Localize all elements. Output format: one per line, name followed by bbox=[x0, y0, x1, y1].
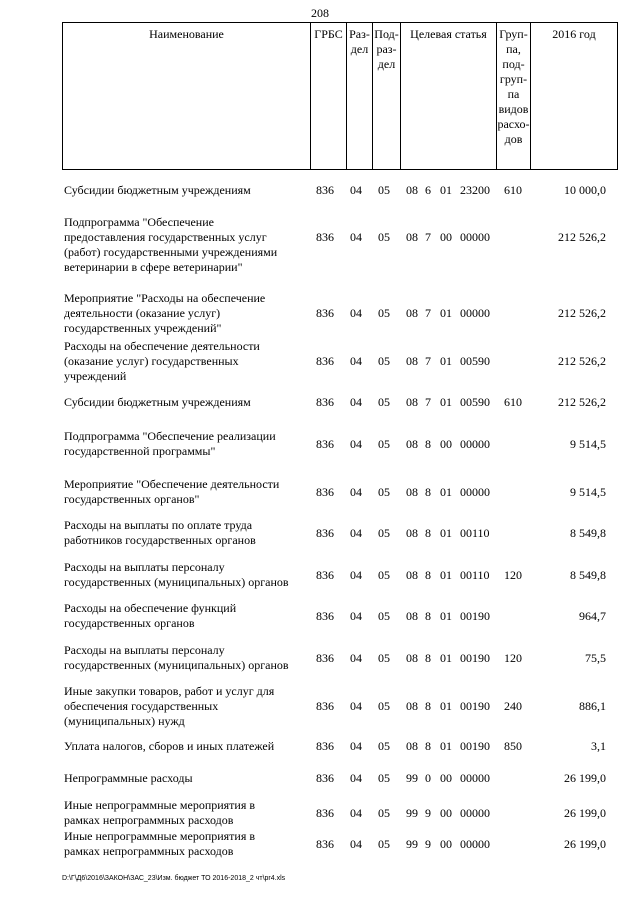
target-event-cell: 00 bbox=[440, 837, 452, 851]
grbs-cell: 836 bbox=[316, 526, 334, 540]
target-subprogram-cell: 8 bbox=[425, 739, 431, 753]
target-program-cell: 08 bbox=[406, 395, 418, 409]
target-subprogram-cell: 8 bbox=[425, 699, 431, 713]
row-name: Подпрограмма "Обеспечение предоставления государственных услуг (работ) государственными учреждениями ветеринарии в сфере ветеринарии" bbox=[64, 215, 278, 274]
row-name: Мероприятие "Расходы на обеспечение деятельности (оказание услуг) государственных учреждений" bbox=[64, 291, 266, 335]
target-program-cell: 08 bbox=[406, 230, 418, 244]
razdel-cell: 04 bbox=[350, 395, 362, 409]
row-name: Расходы на обеспечение деятельности (оказание услуг) государственных учреждений bbox=[64, 339, 260, 383]
target-program-cell: 99 bbox=[406, 806, 418, 820]
podrazdel-cell: 05 bbox=[378, 837, 390, 851]
grbs-cell: 836 bbox=[316, 437, 334, 451]
target-event-cell: 00 bbox=[440, 437, 452, 451]
target-direction-cell: 00190 bbox=[460, 609, 490, 623]
target-subprogram-cell: 7 bbox=[425, 395, 431, 409]
row-name: Расходы на выплаты персоналу государственных (муниципальных) органов bbox=[64, 643, 289, 672]
amount-2016-cell: 964,7 bbox=[579, 609, 606, 623]
target-program-cell: 99 bbox=[406, 771, 418, 785]
podrazdel-cell: 05 bbox=[378, 183, 390, 197]
razdel-cell: 04 bbox=[350, 526, 362, 540]
target-subprogram-cell: 7 bbox=[425, 354, 431, 368]
target-direction-cell: 00000 bbox=[460, 771, 490, 785]
target-direction-cell: 00110 bbox=[460, 568, 490, 582]
target-subprogram-cell: 7 bbox=[425, 230, 431, 244]
target-event-cell: 01 bbox=[440, 609, 452, 623]
target-program-cell: 08 bbox=[406, 739, 418, 753]
podrazdel-cell: 05 bbox=[378, 609, 390, 623]
target-direction-cell: 00000 bbox=[460, 837, 490, 851]
row-name: Субсидии бюджетным учреждениям bbox=[64, 183, 251, 197]
expense-group-cell: 610 bbox=[504, 395, 522, 409]
target-program-cell: 08 bbox=[406, 183, 418, 197]
grbs-cell: 836 bbox=[316, 230, 334, 244]
row-name: Расходы на обеспечение функций государственных органов bbox=[64, 601, 237, 630]
grbs-cell: 836 bbox=[316, 651, 334, 665]
amount-2016-cell: 9 514,5 bbox=[570, 437, 606, 451]
razdel-cell: 04 bbox=[350, 568, 362, 582]
target-program-cell: 08 bbox=[406, 699, 418, 713]
target-direction-cell: 00190 bbox=[460, 651, 490, 665]
podrazdel-cell: 05 bbox=[378, 568, 390, 582]
target-event-cell: 00 bbox=[440, 806, 452, 820]
expense-group-cell: 850 bbox=[504, 739, 522, 753]
podrazdel-cell: 05 bbox=[378, 699, 390, 713]
target-event-cell: 01 bbox=[440, 354, 452, 368]
target-subprogram-cell: 9 bbox=[425, 806, 431, 820]
grbs-cell: 836 bbox=[316, 771, 334, 785]
podrazdel-cell: 05 bbox=[378, 771, 390, 785]
file-path-footer: D:\Г\Д6\2016\ЗАКОН\ЗАС_23\Изм. бюджет ТО 2016-2018_2 чт\pr4.xls bbox=[62, 875, 286, 882]
amount-2016-cell: 8 549,8 bbox=[570, 568, 606, 582]
razdel-cell: 04 bbox=[350, 183, 362, 197]
target-subprogram-cell: 7 bbox=[425, 306, 431, 320]
grbs-cell: 836 bbox=[316, 699, 334, 713]
podrazdel-cell: 05 bbox=[378, 526, 390, 540]
target-program-cell: 08 bbox=[406, 437, 418, 451]
amount-2016-cell: 212 526,2 bbox=[558, 354, 606, 368]
target-program-cell: 08 bbox=[406, 609, 418, 623]
podrazdel-cell: 05 bbox=[378, 437, 390, 451]
razdel-cell: 04 bbox=[350, 485, 362, 499]
target-event-cell: 01 bbox=[440, 739, 452, 753]
podrazdel-cell: 05 bbox=[378, 739, 390, 753]
page-number: 208 bbox=[311, 6, 329, 20]
grbs-cell: 836 bbox=[316, 485, 334, 499]
target-event-cell: 01 bbox=[440, 485, 452, 499]
amount-2016-cell: 26 199,0 bbox=[564, 771, 606, 785]
razdel-cell: 04 bbox=[350, 651, 362, 665]
header-group: Груп- па, под- груп- па видов расхо- дов bbox=[497, 23, 531, 169]
target-direction-cell: 00000 bbox=[460, 437, 490, 451]
header-grbs: ГРБС bbox=[311, 23, 347, 169]
target-event-cell: 00 bbox=[440, 230, 452, 244]
grbs-cell: 836 bbox=[316, 837, 334, 851]
grbs-cell: 836 bbox=[316, 306, 334, 320]
table-header bbox=[62, 22, 618, 170]
target-subprogram-cell: 8 bbox=[425, 609, 431, 623]
razdel-cell: 04 bbox=[350, 609, 362, 623]
podrazdel-cell: 05 bbox=[378, 651, 390, 665]
amount-2016-cell: 212 526,2 bbox=[558, 395, 606, 409]
amount-2016-cell: 886,1 bbox=[579, 699, 606, 713]
row-name: Подпрограмма "Обеспечение реализации государственной программы" bbox=[64, 429, 276, 458]
target-event-cell: 01 bbox=[440, 568, 452, 582]
grbs-cell: 836 bbox=[316, 395, 334, 409]
target-event-cell: 01 bbox=[440, 651, 452, 665]
row-name: Иные закупки товаров, работ и услуг для обеспечения государственных (муниципальных) нужд bbox=[64, 684, 275, 728]
grbs-cell: 836 bbox=[316, 806, 334, 820]
target-direction-cell: 00000 bbox=[460, 230, 490, 244]
target-direction-cell: 00590 bbox=[460, 395, 490, 409]
header-year: 2016 год bbox=[552, 27, 596, 41]
target-program-cell: 08 bbox=[406, 526, 418, 540]
amount-2016-cell: 10 000,0 bbox=[564, 183, 606, 197]
amount-2016-cell: 212 526,2 bbox=[558, 230, 606, 244]
target-direction-cell: 00000 bbox=[460, 806, 490, 820]
row-name: Уплата налогов, сборов и иных платежей bbox=[64, 739, 275, 753]
expense-group-cell: 610 bbox=[504, 183, 522, 197]
grbs-cell: 836 bbox=[316, 354, 334, 368]
razdel-cell: 04 bbox=[350, 437, 362, 451]
podrazdel-cell: 05 bbox=[378, 354, 390, 368]
amount-2016-cell: 212 526,2 bbox=[558, 306, 606, 320]
row-name: Субсидии бюджетным учреждениям bbox=[64, 395, 251, 409]
expense-group-cell: 120 bbox=[504, 568, 522, 582]
razdel-cell: 04 bbox=[350, 354, 362, 368]
razdel-cell: 04 bbox=[350, 837, 362, 851]
target-direction-cell: 23200 bbox=[460, 183, 490, 197]
amount-2016-cell: 3,1 bbox=[591, 739, 606, 753]
target-subprogram-cell: 8 bbox=[425, 437, 431, 451]
target-direction-cell: 00110 bbox=[460, 526, 490, 540]
podrazdel-cell: 05 bbox=[378, 485, 390, 499]
razdel-cell: 04 bbox=[350, 806, 362, 820]
expense-group-cell: 240 bbox=[504, 699, 522, 713]
target-program-cell: 08 bbox=[406, 306, 418, 320]
amount-2016-cell: 26 199,0 bbox=[564, 837, 606, 851]
row-name: Расходы на выплаты по оплате труда работников государственных органов bbox=[64, 518, 256, 547]
grbs-cell: 836 bbox=[316, 609, 334, 623]
grbs-cell: 836 bbox=[316, 568, 334, 582]
target-subprogram-cell: 9 bbox=[425, 837, 431, 851]
grbs-cell: 836 bbox=[316, 183, 334, 197]
row-name: Мероприятие "Обеспечение деятельности государственных органов" bbox=[64, 477, 280, 506]
row-name: Непрограммные расходы bbox=[64, 771, 193, 785]
header-razdel: Раз- дел bbox=[347, 23, 373, 169]
target-program-cell: 99 bbox=[406, 837, 418, 851]
target-subprogram-cell: 0 bbox=[425, 771, 431, 785]
row-name: Расходы на выплаты персоналу государственных (муниципальных) органов bbox=[64, 560, 289, 589]
razdel-cell: 04 bbox=[350, 699, 362, 713]
row-name: Иные непрограммные мероприятия в рамках непрограммных расходов bbox=[64, 798, 256, 827]
amount-2016-cell: 26 199,0 bbox=[564, 806, 606, 820]
target-event-cell: 01 bbox=[440, 306, 452, 320]
target-event-cell: 01 bbox=[440, 526, 452, 540]
podrazdel-cell: 05 bbox=[378, 230, 390, 244]
razdel-cell: 04 bbox=[350, 230, 362, 244]
target-program-cell: 08 bbox=[406, 568, 418, 582]
target-direction-cell: 00190 bbox=[460, 739, 490, 753]
razdel-cell: 04 bbox=[350, 306, 362, 320]
grbs-cell: 836 bbox=[316, 739, 334, 753]
target-subprogram-cell: 8 bbox=[425, 485, 431, 499]
target-direction-cell: 00000 bbox=[460, 306, 490, 320]
header-name: Наименование bbox=[63, 23, 311, 169]
target-subprogram-cell: 8 bbox=[425, 651, 431, 665]
target-subprogram-cell: 8 bbox=[425, 526, 431, 540]
target-event-cell: 00 bbox=[440, 771, 452, 785]
podrazdel-cell: 05 bbox=[378, 306, 390, 320]
target-event-cell: 01 bbox=[440, 183, 452, 197]
podrazdel-cell: 05 bbox=[378, 806, 390, 820]
header-podrazdel: Под- раз- дел bbox=[373, 23, 401, 169]
target-event-cell: 01 bbox=[440, 395, 452, 409]
target-program-cell: 08 bbox=[406, 651, 418, 665]
razdel-cell: 04 bbox=[350, 739, 362, 753]
target-subprogram-cell: 6 bbox=[425, 183, 431, 197]
row-name: Иные непрограммные мероприятия в рамках непрограммных расходов bbox=[64, 829, 256, 858]
expense-group-cell: 120 bbox=[504, 651, 522, 665]
target-direction-cell: 00190 bbox=[460, 699, 490, 713]
target-program-cell: 08 bbox=[406, 354, 418, 368]
target-event-cell: 01 bbox=[440, 699, 452, 713]
target-direction-cell: 00000 bbox=[460, 485, 490, 499]
target-program-cell: 08 bbox=[406, 485, 418, 499]
target-subprogram-cell: 8 bbox=[425, 568, 431, 582]
target-direction-cell: 00590 bbox=[460, 354, 490, 368]
amount-2016-cell: 9 514,5 bbox=[570, 485, 606, 499]
podrazdel-cell: 05 bbox=[378, 395, 390, 409]
amount-2016-cell: 75,5 bbox=[585, 651, 606, 665]
header-target: Целевая статья bbox=[401, 23, 497, 169]
amount-2016-cell: 8 549,8 bbox=[570, 526, 606, 540]
razdel-cell: 04 bbox=[350, 771, 362, 785]
